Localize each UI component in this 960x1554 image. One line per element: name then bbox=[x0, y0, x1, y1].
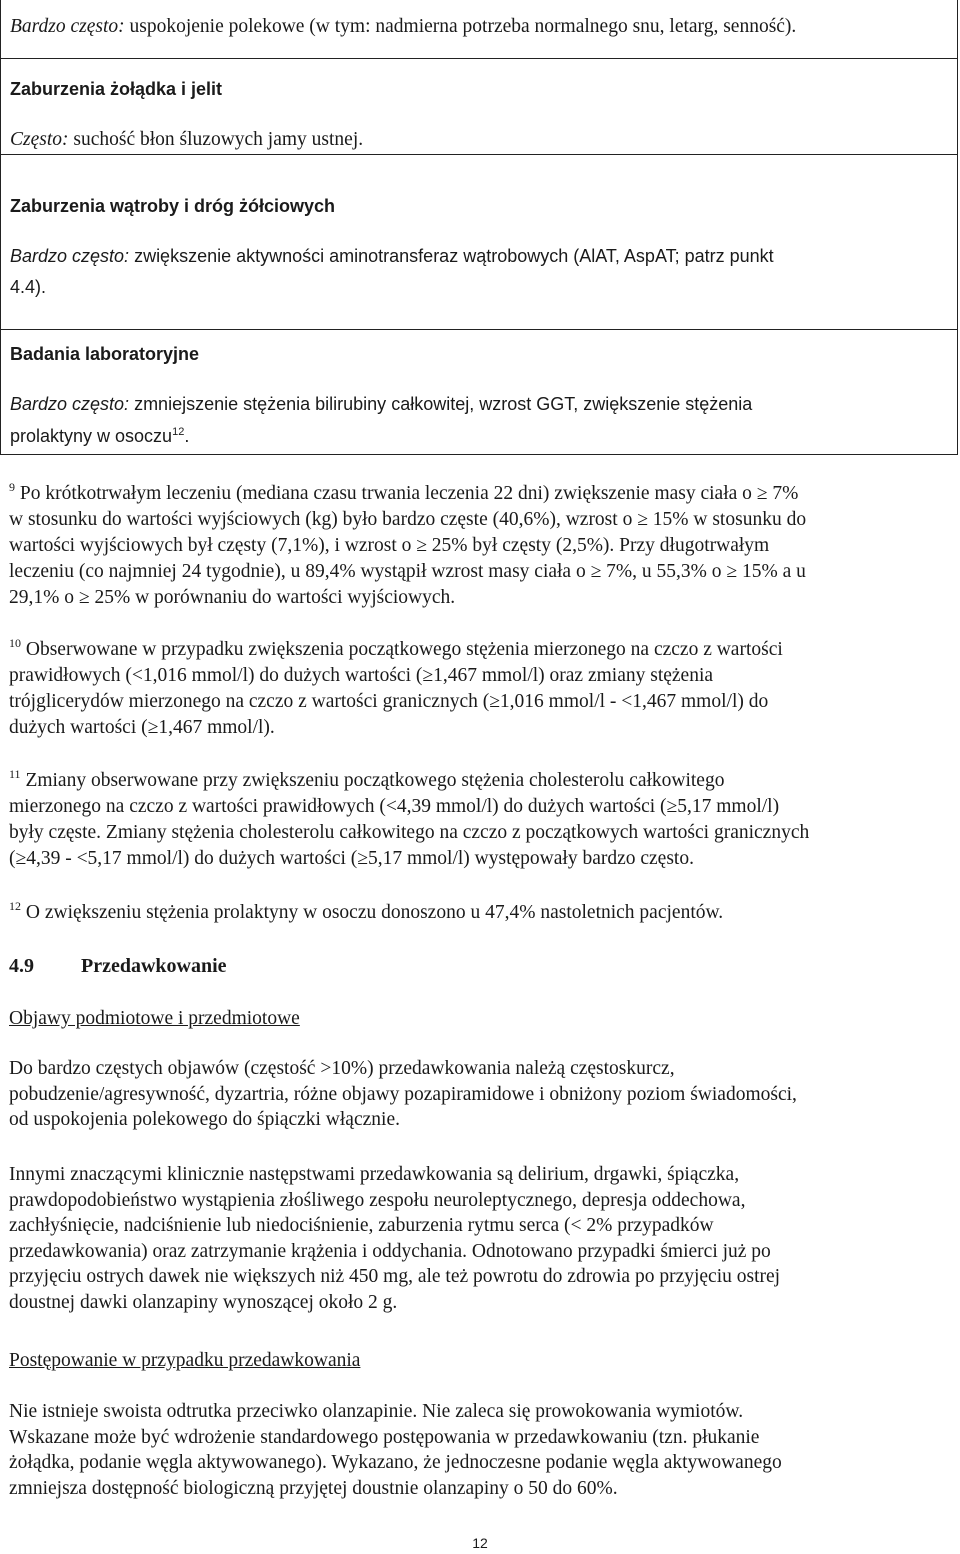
row-text: Często: suchość błon śluzowych jamy ustnej. bbox=[10, 129, 364, 150]
row-text-cont: 4.4). bbox=[10, 277, 47, 297]
table-row-gastro bbox=[0, 59, 958, 155]
subheading-symptoms: Objawy podmiotowe i przedmiotowe bbox=[9, 1008, 300, 1029]
section-title: Przedawkowanie bbox=[81, 955, 227, 977]
row-text-cont: prolaktyny w osoczu$^{12}$. bbox=[10, 426, 190, 446]
section-number: 4.9 bbox=[9, 955, 34, 977]
paragraph-management: Nie istnieje swoista odtrutka przeciwko olanzapinie. Nie zaleca się prowokowania wymiotów. Wskazane może być wdrożenie standardowego postępowania w przedawkowaniu (tzn. płukanie żołądka, podanie węgla aktywowanego). Wykazano, że jednoczesne podanie węgla aktywowanego zmniejsza dostępność biologiczną przyjętej doustnie olanzapiny o 50 do 60%. bbox=[9, 1401, 782, 1499]
row-text: Bardzo często: uspokojenie polekowe (w tym: nadmierna potrzeba normalnego snu, letarg, senność). bbox=[10, 16, 797, 37]
section-heading bbox=[9, 955, 227, 978]
subheading-management: Postępowanie w przypadku przedawkowania bbox=[9, 1350, 361, 1371]
paragraph-consequences: Innymi znaczącymi klinicznie następstwami przedawkowania są delirium, drgawki, śpiączka, prawdopodobieństwo wystąpienia złośliwego zespołu neuroleptycznego, depresja oddechowa, zachłyśnięcie, nadciśnienie lub niedociśnienie, zaburzenia rytmu serca (< 2% przypadków przedawkowania) oraz zatrzymanie krążenia i oddychania. Odnotowano przypadki śmierci już po przyjęciu ostrych dawek nie większych niż 450 mg, ale też powrotu do zdrowia po przyjęciu ostrej doustnej dawki olanzapiny wynoszącej około 2 g. bbox=[9, 1164, 781, 1313]
row-text: Bardzo często: zwiększenie aktywności aminotransferaz wątrobowych (AlAT, AspAT; patrz punkt bbox=[10, 246, 774, 266]
table-row-liver bbox=[0, 155, 958, 330]
table-row-lab bbox=[0, 330, 958, 455]
footnote-10: $^{10}$ Obserwowane w przypadku zwiększenia początkowego stężenia mierzonego na czczo z wartości prawidłowych (<1,016 mmol/l) do dużych wartości (≥1,467 mmol/l) oraz zmiany stężenia trójglicerydów mierzonego na czczo z wartości granicznych (≥1,016 mmol/l - <1,467 mmol/l) do dużych wartości (≥1,467 mmol/l). bbox=[9, 636, 783, 738]
row-heading: Zaburzenia żołądka i jelit bbox=[10, 79, 223, 99]
footnote-12: $^{12}$ O zwiększeniu stężenia prolaktyny w osoczu donoszono u 47,4% nastoletnich pacjentów. bbox=[9, 899, 724, 923]
paragraph-symptoms: Do bardzo częstych objawów (częstość >10%) przedawkowania należą częstoskurcz, pobudzenie/agresywność, dyzartria, różne objawy pozapiramidowe i obniżony poziom świadomości, od uspokojenia polekowego do śpiączki włącznie. bbox=[9, 1058, 797, 1130]
page-number: 12 bbox=[472, 1535, 488, 1551]
footnote-9: $^9$ Po krótkotrwałym leczeniu (mediana czasu trwania leczenia 22 dni) zwiększenie masy ciała o ≥ 7% w stosunku do wartości wyjściowych (kg) było bardzo częste (40,6%), wzrost o ≥ 15% w stosunku do wartości wyjściowych był częsty (7,1%), i wzrost o ≥ 25% był częsty (2,5%). Przy długotrwałym leczeniu (co najmniej 24 tygodnie), u 89,4% wystąpił wzrost masy ciała o ≥ 7%, u 55,3% o ≥ 15% a u 29,1% o ≥ 25% w porównaniu do wartości wyjściowych. bbox=[9, 480, 807, 608]
row-text: Bardzo często: zmniejszenie stężenia bilirubiny całkowitej, wzrost GGT, zwiększenie stężenia bbox=[10, 394, 753, 414]
row-heading: Zaburzenia wątroby i dróg żółciowych bbox=[10, 196, 336, 216]
table-row-sedation bbox=[0, 0, 958, 59]
footnote-11: $^{11}$ Zmiany obserwowane przy zwiększeniu początkowego stężenia cholesterolu całkowitego mierzonego na czczo z wartości prawidłowych (<4,39 mmol/l) do dużych wartości (≥5,17 mmol/l) były częste. Zmiany stężenia cholesterolu całkowitego na czczo z początkowych wartości granicznych (≥4,39 - <5,17 mmol/l) do dużych wartości (≥5,17 mmol/l) występowały bardzo często. bbox=[9, 767, 810, 869]
row-heading: Badania laboratoryjne bbox=[10, 344, 200, 364]
